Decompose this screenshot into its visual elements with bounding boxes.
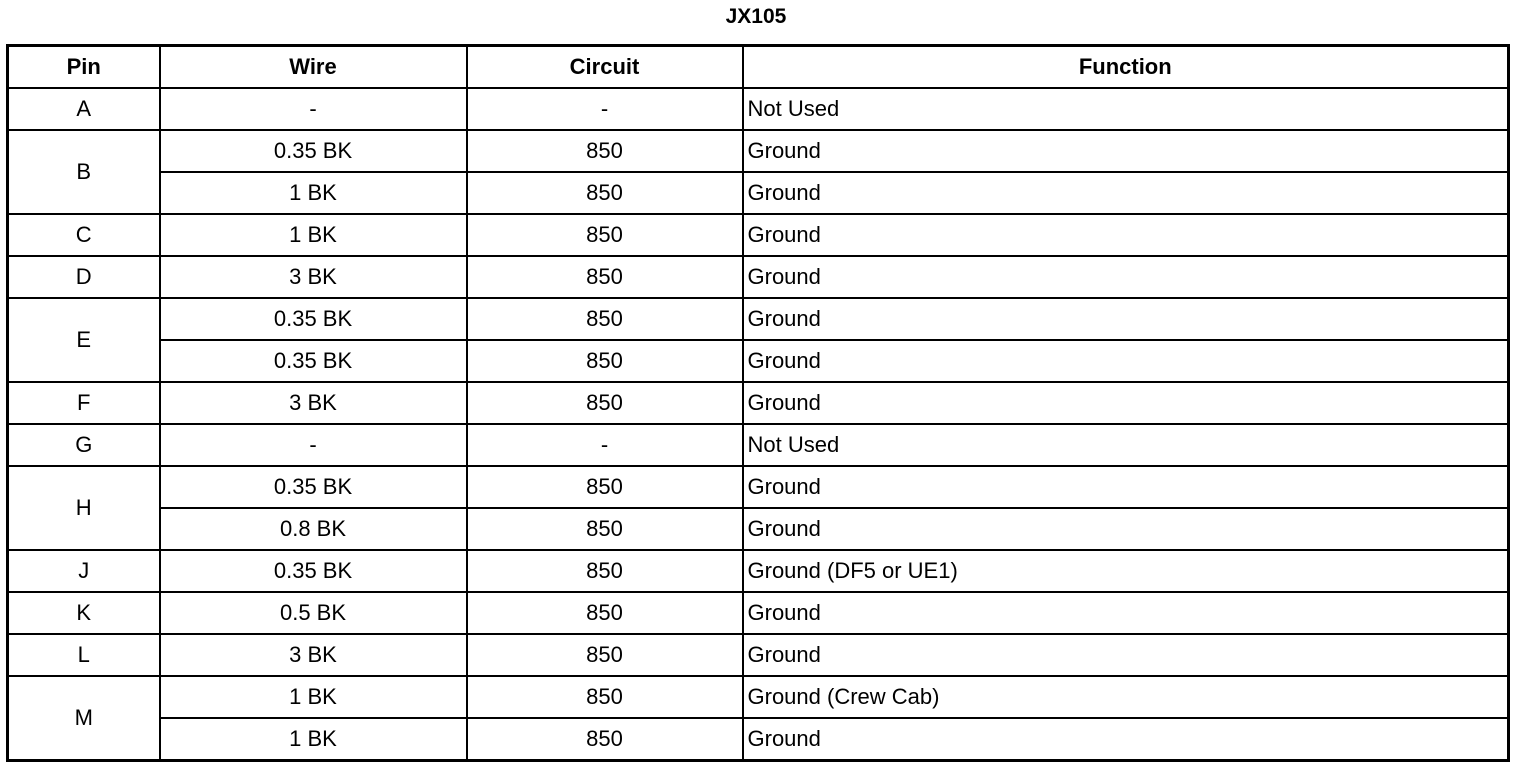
wire-cell: - bbox=[160, 424, 467, 466]
circuit-cell: 850 bbox=[467, 172, 743, 214]
function-cell: Ground bbox=[743, 508, 1509, 550]
wire-cell: 0.35 BK bbox=[160, 130, 467, 172]
circuit-cell: 850 bbox=[467, 634, 743, 676]
table-row bbox=[8, 298, 1509, 340]
table-row bbox=[8, 214, 1509, 256]
pin-cell: B bbox=[8, 130, 160, 214]
pin-cell: J bbox=[8, 550, 160, 592]
table-row bbox=[8, 88, 1509, 130]
table-row bbox=[8, 256, 1509, 298]
function-cell: Ground bbox=[743, 592, 1509, 634]
function-cell: Not Used bbox=[743, 88, 1509, 130]
wire-cell: 3 BK bbox=[160, 256, 467, 298]
circuit-cell: - bbox=[467, 424, 743, 466]
wire-cell: 0.35 BK bbox=[160, 340, 467, 382]
wire-cell: 0.35 BK bbox=[160, 466, 467, 508]
pin-cell: L bbox=[8, 634, 160, 676]
circuit-cell: 850 bbox=[467, 718, 743, 761]
table-row bbox=[8, 340, 1509, 382]
circuit-cell: 850 bbox=[467, 550, 743, 592]
circuit-cell: 850 bbox=[467, 382, 743, 424]
wire-cell: 3 BK bbox=[160, 634, 467, 676]
wire-cell: 1 BK bbox=[160, 718, 467, 761]
function-cell: Ground bbox=[743, 634, 1509, 676]
circuit-cell: 850 bbox=[467, 130, 743, 172]
wire-cell: 0.35 BK bbox=[160, 550, 467, 592]
function-cell: Ground bbox=[743, 298, 1509, 340]
function-cell: Ground bbox=[743, 172, 1509, 214]
pin-cell: F bbox=[8, 382, 160, 424]
table-row bbox=[8, 508, 1509, 550]
wire-cell: 1 BK bbox=[160, 172, 467, 214]
table-row bbox=[8, 172, 1509, 214]
function-cell: Ground (DF5 or UE1) bbox=[743, 550, 1509, 592]
pin-cell: E bbox=[8, 298, 160, 382]
table-row bbox=[8, 676, 1509, 718]
table-row bbox=[8, 718, 1509, 761]
function-cell: Ground bbox=[743, 382, 1509, 424]
pin-cell: C bbox=[8, 214, 160, 256]
pin-cell: M bbox=[8, 676, 160, 761]
circuit-cell: 850 bbox=[467, 298, 743, 340]
table-row bbox=[8, 382, 1509, 424]
wire-cell: 1 BK bbox=[160, 214, 467, 256]
wire-cell: 1 BK bbox=[160, 676, 467, 718]
circuit-cell: 850 bbox=[467, 592, 743, 634]
table-body bbox=[8, 88, 1509, 761]
circuit-cell: 850 bbox=[467, 340, 743, 382]
function-cell: Ground bbox=[743, 718, 1509, 761]
circuit-cell: 850 bbox=[467, 256, 743, 298]
header-function: Function bbox=[743, 46, 1509, 89]
circuit-cell: - bbox=[467, 88, 743, 130]
pin-cell: H bbox=[8, 466, 160, 550]
circuit-cell: 850 bbox=[467, 508, 743, 550]
table-row bbox=[8, 424, 1509, 466]
wire-cell: - bbox=[160, 88, 467, 130]
function-cell: Not Used bbox=[743, 424, 1509, 466]
table-row bbox=[8, 550, 1509, 592]
connector-pinout-table bbox=[6, 44, 1510, 762]
header-pin: Pin bbox=[8, 46, 160, 89]
pin-cell: D bbox=[8, 256, 160, 298]
wire-cell: 0.5 BK bbox=[160, 592, 467, 634]
pin-cell: K bbox=[8, 592, 160, 634]
function-cell: Ground bbox=[743, 130, 1509, 172]
wire-cell: 0.8 BK bbox=[160, 508, 467, 550]
function-cell: Ground bbox=[743, 256, 1509, 298]
table-header-row bbox=[8, 46, 1509, 89]
function-cell: Ground (Crew Cab) bbox=[743, 676, 1509, 718]
table-row bbox=[8, 634, 1509, 676]
table-row bbox=[8, 466, 1509, 508]
function-cell: Ground bbox=[743, 340, 1509, 382]
wire-cell: 3 BK bbox=[160, 382, 467, 424]
wire-cell: 0.35 BK bbox=[160, 298, 467, 340]
pin-cell: G bbox=[8, 424, 160, 466]
table-row bbox=[8, 592, 1509, 634]
table-row bbox=[8, 130, 1509, 172]
pin-cell: A bbox=[8, 88, 160, 130]
circuit-cell: 850 bbox=[467, 676, 743, 718]
header-circuit: Circuit bbox=[467, 46, 743, 89]
header-wire: Wire bbox=[160, 46, 467, 89]
circuit-cell: 850 bbox=[467, 214, 743, 256]
function-cell: Ground bbox=[743, 214, 1509, 256]
circuit-cell: 850 bbox=[467, 466, 743, 508]
connector-title: JX105 bbox=[725, 5, 787, 28]
function-cell: Ground bbox=[743, 466, 1509, 508]
